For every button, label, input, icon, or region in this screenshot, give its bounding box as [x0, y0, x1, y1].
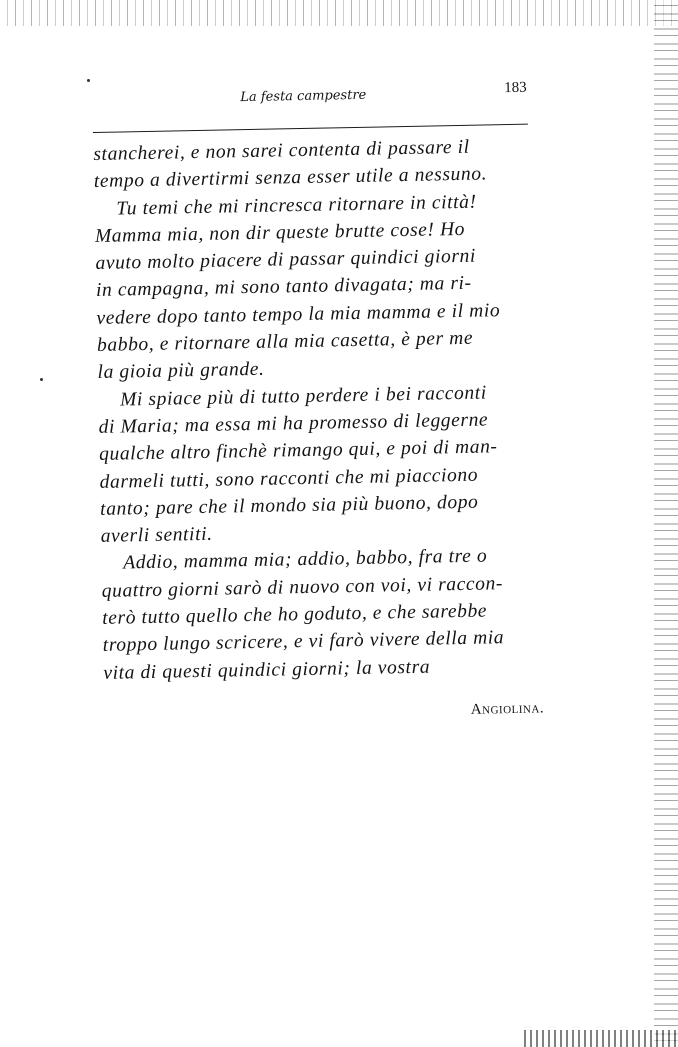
text-line: la gioia più grande.: [97, 359, 265, 384]
text-line: terò tutto quello che ho goduto, e che sarebbe: [102, 600, 488, 629]
text-line: vita di questi quindici giorni; la vostra: [103, 656, 431, 684]
text-line: darmeli tutti, sono racconti che mi piacciono: [99, 464, 479, 493]
scan-speck: [40, 378, 43, 381]
page-number: 183: [504, 79, 527, 97]
header-rule: [93, 124, 528, 133]
text-line: Mi spiace più di tutto perdere i bei racconti: [119, 382, 487, 411]
text-line: tanto; pare che il mondo sia più buono, dopo: [100, 491, 479, 520]
text-line: Addio, mamma mia; addio, babbo, fra tre o: [123, 545, 488, 574]
text-line: quattro giorni sarò di nuovo con voi, vi raccon-: [101, 572, 504, 602]
book-page: [92, 73, 554, 725]
scan-edge-bottom: [520, 1030, 678, 1047]
text-line: troppo lungo scricere, e vi farò vivere della mia: [102, 627, 505, 657]
text-line: Tu temi che mi rincresca ritornare in città!: [116, 191, 477, 220]
text-line: Mamma mia, non dir queste brutte cose! Ho: [94, 218, 466, 247]
text-line: stancherei, e non sarei contenta di passare il: [93, 136, 470, 165]
page-header: [92, 73, 543, 118]
text-line: tempo a divertirmi senza esser utile a nessuno.: [93, 163, 488, 193]
scan-speck: [87, 79, 90, 82]
text-line: babbo, e ritornare alla mia casetta, è per me: [96, 327, 474, 357]
paragraph: [94, 187, 548, 387]
paragraph: [101, 542, 554, 687]
scan-edge-top: [0, 0, 678, 26]
letter-signature: Angiolina.: [470, 700, 545, 718]
text-line: vedere dopo tanto tempo la mia mamma e il mio: [96, 299, 501, 329]
paragraph: [93, 132, 544, 195]
running-title: La festa campestre: [240, 87, 367, 106]
paragraph: [98, 378, 551, 550]
text-line: averli sentiti.: [100, 523, 213, 548]
text-line: qualche altro finchè rimango qui, e poi di man-: [98, 436, 498, 466]
text-line: in campagna, mi sono tanto divagata; ma ri-: [95, 273, 472, 302]
text-line: di Maria; ma essa mi ha promesso di leggerne: [98, 409, 489, 438]
text-line: avuto molto piacere di passar quindici giorni: [95, 245, 477, 275]
scan-edge-right: [654, 0, 678, 1047]
body-text: [93, 132, 553, 686]
